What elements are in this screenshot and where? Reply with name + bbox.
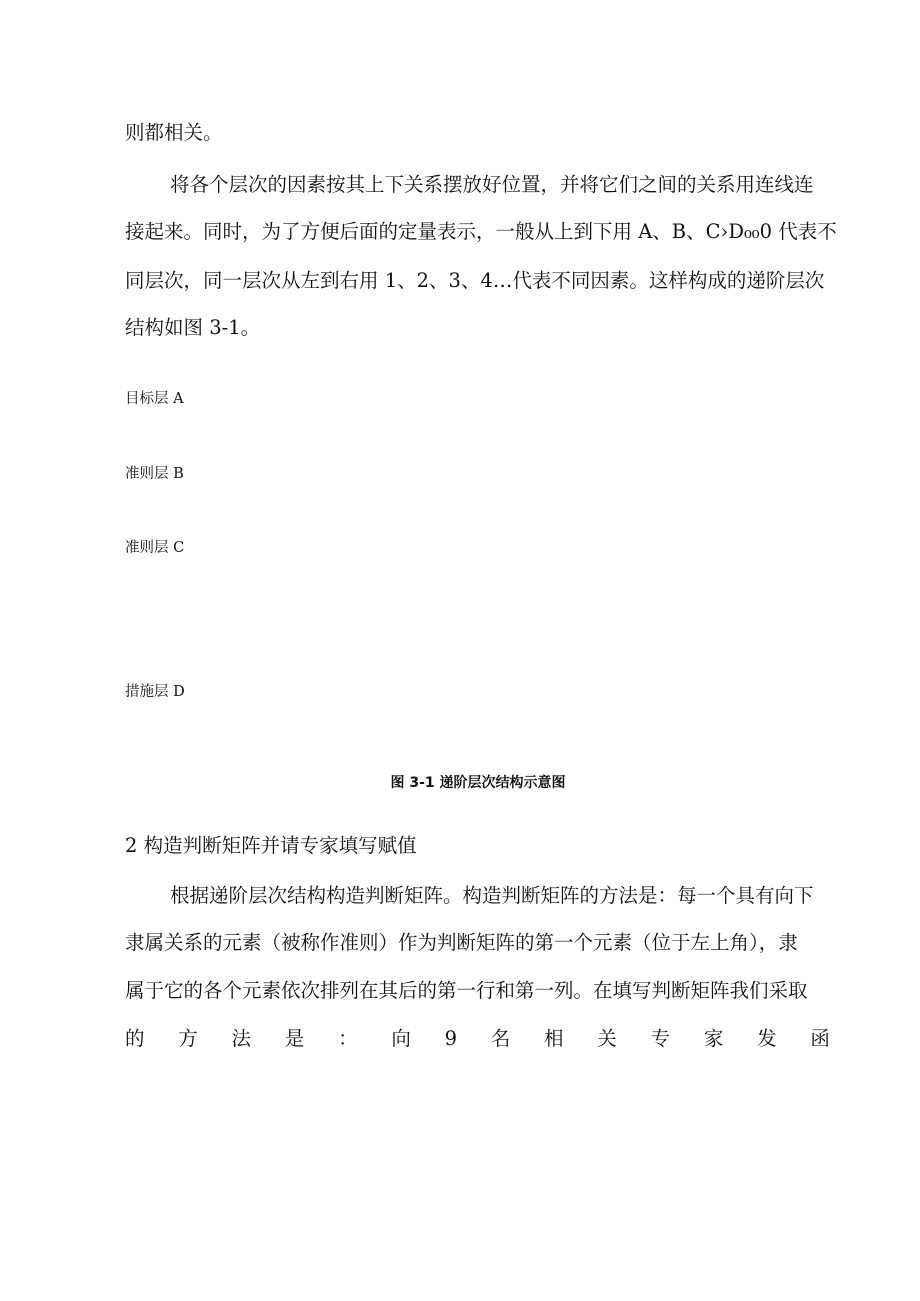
justified-char: 家 bbox=[703, 1027, 724, 1050]
layer-label-a: 目标层 A bbox=[125, 391, 184, 407]
justified-char: 名 bbox=[490, 1027, 511, 1050]
paragraph-2-line-2: 接起来。同时，为了方便后面的定量表示，一般从上到下用 A、B、C›D₀₀0 代表不 bbox=[125, 220, 837, 243]
justified-char: 9 bbox=[444, 1027, 458, 1050]
paragraph-3-line-3: 属于它的各个元素依次排列在其后的第一行和第一列。在填写判断矩阵我们采取 bbox=[125, 979, 808, 1002]
justified-char: 函 bbox=[810, 1027, 830, 1050]
justified-char: 发 bbox=[757, 1027, 777, 1050]
layer-label-d: 措施层 D bbox=[125, 684, 185, 700]
justified-char: 向 bbox=[391, 1027, 411, 1050]
justified-char: 是 bbox=[284, 1027, 305, 1050]
justified-char: 相 bbox=[544, 1027, 564, 1050]
paragraph-3-line-2: 隶属关系的元素（被称作准则）作为判断矩阵的第一个元素（位于左上角），隶 bbox=[125, 931, 798, 954]
paragraph-2-line-3: 同层次，同一层次从左到右用 1、2、3、4…代表不同因素。这样构成的递阶层次 bbox=[125, 269, 825, 292]
section-heading: 2 构造判断矩阵并请专家填写赋值 bbox=[125, 834, 417, 857]
figure-caption: 图 3-1 递阶层次结构示意图 bbox=[390, 775, 566, 791]
paragraph-3-line-4 bbox=[125, 1026, 830, 1052]
layer-label-b: 准则层 B bbox=[125, 466, 184, 482]
justified-char: 法 bbox=[231, 1027, 252, 1050]
justified-char: 关 bbox=[597, 1027, 617, 1050]
paragraph-2-line-1: 将各个层次的因素按其上下关系摆放好位置，并将它们之间的关系用连线连 bbox=[170, 173, 814, 196]
paragraph-1-line-1: 则都相关。 bbox=[125, 121, 223, 144]
justified-char: 专 bbox=[650, 1027, 671, 1050]
paragraph-2-line-4: 结构如图 3-1。 bbox=[125, 316, 261, 339]
justified-char: 方 bbox=[178, 1027, 198, 1050]
layer-label-c: 准则层 C bbox=[125, 540, 185, 556]
justified-char: 的 bbox=[125, 1027, 145, 1050]
paragraph-3-line-1: 根据递阶层次结构构造判断矩阵。构造判断矩阵的方法是：每一个具有向下 bbox=[170, 884, 814, 907]
justified-char: ： bbox=[338, 1027, 358, 1050]
